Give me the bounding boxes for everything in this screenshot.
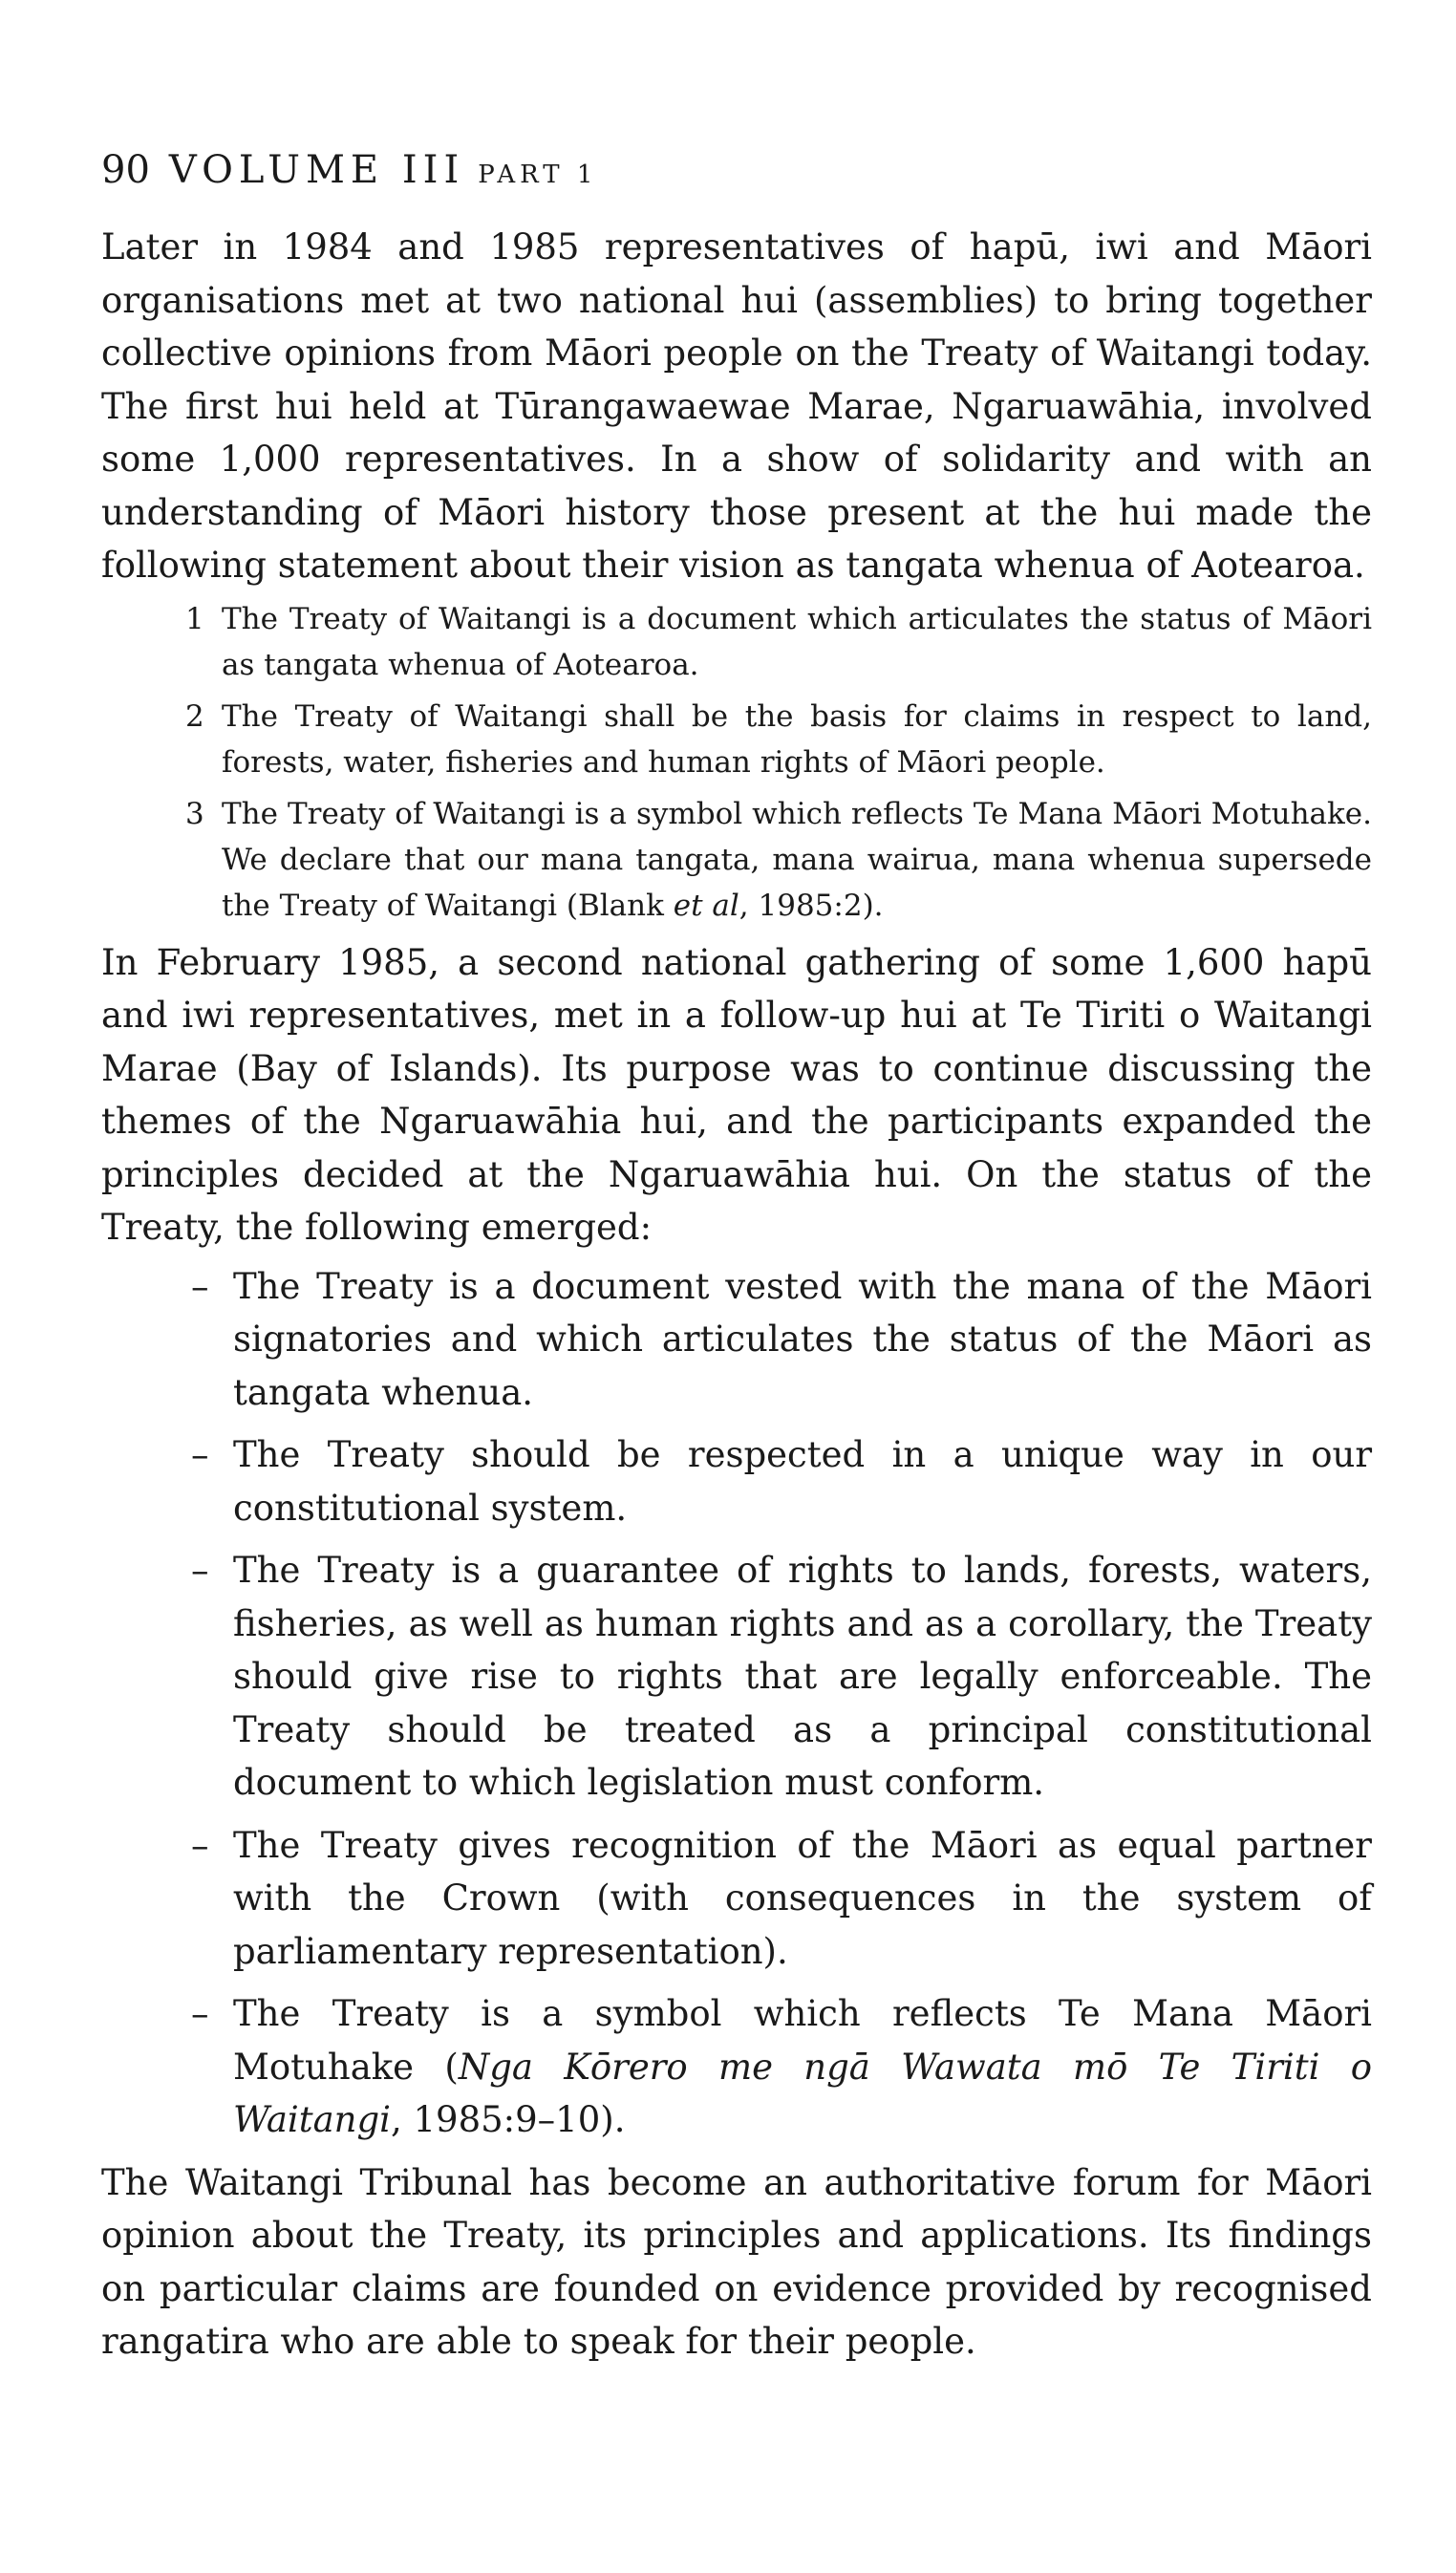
citation-italic: Nga Kōrero me ngā Wawata mō Te Tiriti o Waitangi [233, 2046, 1372, 2140]
list-item-text-end: , 1985:9–10). [390, 2099, 626, 2140]
paragraph-tribunal: The Waitangi Tribunal has become an authoritative forum for Māori opinion about the Treaty, its principles and applications. Its findings on particular claims are founded on evidence provided by recognised rangatira who are able to speak for their people. [101, 2161, 1372, 2362]
list-item-text: The Treaty is a guarantee of rights to lands, forests, waters, fisheries, as well as human rights and as a corollary, the Treaty should give rise to rights that are legally enforceable. The Treaty should be treated as a principal constitutional document to which legislation must conform. [233, 1550, 1372, 1803]
list-item-text: The Treaty should be respected in a unique way in our constitutional system. [233, 1434, 1372, 1529]
dash-marker: – [191, 1550, 209, 1591]
list-item [191, 1544, 1372, 1810]
vision-statement-list [101, 596, 1372, 929]
volume-label: VOLUME III [168, 148, 465, 192]
dash-marker: – [191, 1265, 209, 1307]
list-item-number: 1 [185, 601, 204, 636]
treaty-status-list [101, 1260, 1372, 2147]
citation-italic: et al [673, 888, 739, 923]
list-item-text: The Treaty of Waitangi is a document which articulates the status of Māori as tangata whenua of Aotearoa. [222, 601, 1372, 682]
list-item-text: The Treaty gives recognition of the Māori as equal partner with the Crown (with consequences in the system of parliamentary representation). [233, 1824, 1372, 1972]
paragraph-intro: Later in 1984 and 1985 representatives of hapū, iwi and Māori organisations met at two national hui (assemblies) to bring together collective opinions from Māori people on the Treaty of Waitangi today. The first hui held at Tūrangawaewae Marae, Ngaruawāhia, involved some 1,000 representatives. In a show of solidarity and with an understanding of Māori history those present at the hui made the following statement about their vision as tangata whenua of Aotearoa. [101, 226, 1372, 586]
page-number: 90 [101, 148, 150, 192]
document-page [101, 143, 1372, 2369]
paragraph-second-hui: In February 1985, a second national gathering of some 1,600 hapū and iwi representatives, met in a follow-up hui at Te Tiriti o Waitangi Marae (Bay of Islands). Its purpose was to continue discussing the themes of the Ngaruawāhia hui, and the participants expanded the principles decided at the Ngaruawāhia hui. On the status of the Treaty, the following emerged: [101, 941, 1372, 1248]
list-item-text: The Treaty of Waitangi shall be the basis for claims in respect to land, forests, water, fisheries and human rights of Māori people. [222, 698, 1372, 780]
list-item [185, 596, 1372, 688]
dash-marker: – [191, 1993, 209, 2034]
list-item [185, 791, 1372, 929]
dash-marker: – [191, 1434, 209, 1475]
dash-marker: – [191, 1824, 209, 1866]
list-item-text: The Treaty is a document vested with the mana of the Māori signatories and which articulates the status of the Māori as tangata whenua. [233, 1265, 1372, 1413]
running-header [101, 143, 1372, 202]
list-item [191, 1987, 1372, 2147]
list-item-text: The Treaty is a symbol which reflects Te Mana Māori Motuhake ( [233, 1993, 1372, 2088]
list-item [185, 694, 1372, 785]
list-item-number: 3 [185, 796, 204, 831]
list-item-text-end: , 1985:2). [739, 888, 884, 923]
part-label: PART 1 [478, 161, 598, 189]
list-item-number: 2 [185, 698, 204, 734]
list-item [191, 1819, 1372, 1979]
list-item [191, 1428, 1372, 1534]
list-item-text: The Treaty of Waitangi is a symbol which reflects Te Mana Māori Motuhake. We declare that our mana tangata, mana wairua, mana whenua supersede the Treaty of Waitangi (Blank [222, 796, 1372, 923]
list-item [191, 1260, 1372, 1420]
